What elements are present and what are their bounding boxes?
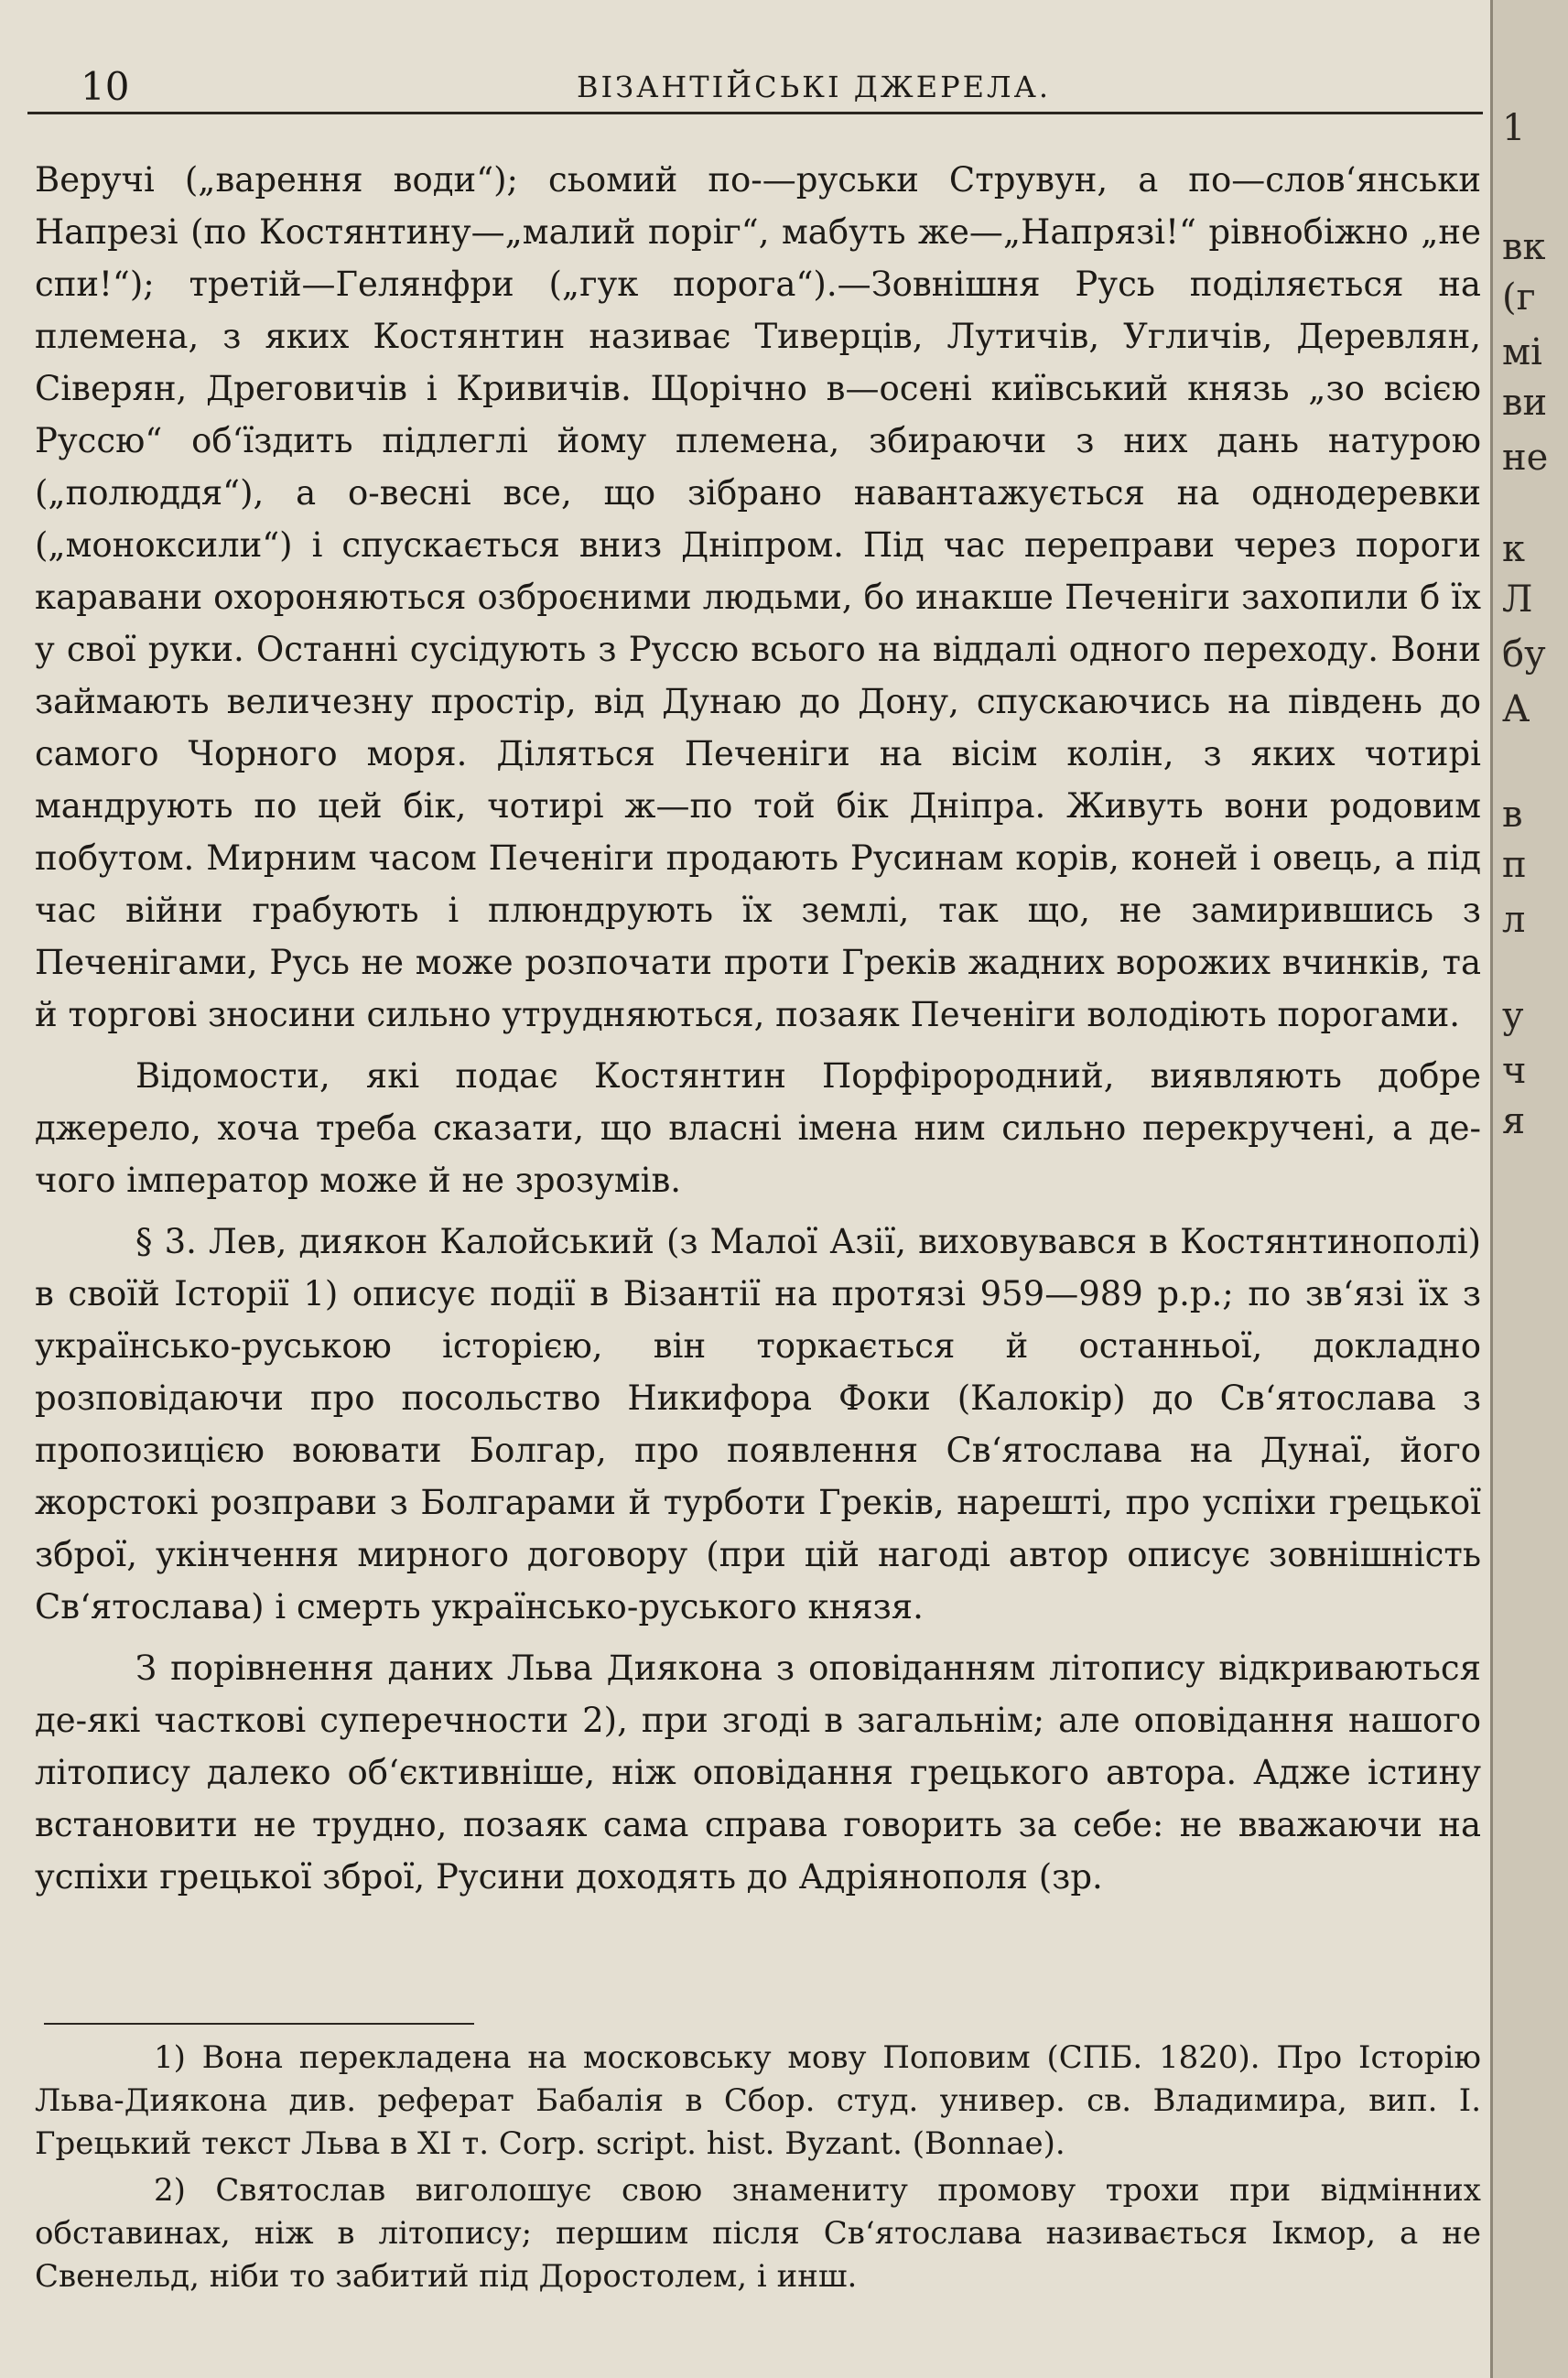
paragraph: З порівнення даних Льва Диякона з оповіданням літопису відкриваються де-які часткові суперечности 2), при згоді в загальнім; але оповідання нашого літопису далеко об‘єктивніше, ніж оповідання грецького автора. Адже істину встановити не трудно, позаяк сама справа говорить за себе: не вважаючи на успіхи грецької зброї, Русини доходять до Адріянополя (зр. xyxy=(35,1648,1481,1897)
edge-fragment: в xyxy=(1502,794,1523,836)
edge-fragment: мі xyxy=(1502,331,1542,373)
edge-fragment: ч xyxy=(1502,1050,1527,1092)
edge-fragment: (г xyxy=(1502,276,1536,319)
adjacent-page-edge xyxy=(1490,0,1568,2378)
footnote-rule xyxy=(44,2023,474,2025)
footnote: 1) Вона перекладена на московську мову Поповим (СПБ. 1820). Про Історію Льва-Диякона див. реферат Бабалія в Сбор. студ. универ. св. Владимира, вип. I. Грецький текст Льва в XI т. Corp. script. hist. Byzant. (Bonnae). xyxy=(35,2039,1481,2162)
running-title: ВІЗАНТІЙСЬКІ ДЖЕРЕЛА. xyxy=(577,70,1052,104)
page-number: 10 xyxy=(81,64,130,109)
footnote: 2) Святослав виголошує свою знамениту промову трохи при відмінних обставинах, ніж в літопису; першим після Св‘ятослава називається Ікмор, а не Свенельд, ніби то забитий під Доростолем, і инш. xyxy=(35,2172,1481,2295)
edge-fragment: А xyxy=(1502,688,1530,730)
edge-fragment: я xyxy=(1502,1100,1526,1142)
edge-fragment: не xyxy=(1502,437,1549,479)
edge-fragment: п xyxy=(1502,844,1527,886)
edge-fragment: бу xyxy=(1502,633,1546,676)
paragraph: § 3. Лев, диякон Калойський (з Малої Азії, виховувався в Костянтинополі) в своїй Історії 1) описує події в Візантії на протязі 959—989 р.р.; по зв‘язі їх з українсько-руською історією, він торкається й останньої, докладно розповідаючи про посольство Никифора Фоки (Калокір) до Св‘ятослава з пропозицією воювати Болгар, про появлення Св‘ятослава на Дунаї, його жорстокі розправи з Болгарами й турботи Греків, нарешті, про успіхи грецької зброї, укінчення мирного договору (при цій нагоді автор описує зовнішність Св‘ятослава) і смерть українсько-руського князя. xyxy=(35,1222,1481,1627)
footnotes xyxy=(35,2037,1481,2302)
edge-fragment: 1 xyxy=(1502,107,1526,149)
paragraph: Веручі („варення води“); сьомий по-—руськи Струвун, а по—слов‘янськи Напрезі (по Костянтину—„малий поріг“, мабуть же—„Напрязі!“ рівнобіжно „не спи!“); третій—Гелянфри („гук порога“).—Зовнішня Русь поділяється на племена, з яких Костянтин називає Тиверців, Лутичів, Угличів, Деревлян, Сіверян, Дреговичів і Кривичів. Щорічно в—осені київський князь „зо всією Руссю“ об‘їздить підлеглі йому племена, збираючи з них дань натурою („полюддя“), а о-весні все, що зібрано навантажується на однодеревки („моноксили“) і спускається вниз Дніпром. Під час переправи через пороги каравани охороняються озброєними людьми, бо инакше Печеніги захопили б їх у свої руки. Останні сусідують з Руссю всього на віддалі одного переходу. Вони займають величезну простір, від Дунаю до Дону, спускаючись на південь до самого Чорного моря. Діляться Печеніги на вісім колін, з яких чотирі мандрують по цей бік, чотирі ж—по той бік Дніпра. Живуть вони родовим побутом. Мирним часом Печеніги продають Русинам корів, коней і овець, а під час війни грабують і плюндрують їх землі, так що, не замирившись з Печенігами, Русь не може розпочати проти Греків жадних ворожих вчинків, та й торгові зносини сильно утрудняються, позаяк Печеніги володіють порогами. xyxy=(35,160,1481,1034)
edge-fragment: к xyxy=(1502,528,1525,570)
header-rule xyxy=(27,112,1483,114)
edge-fragment: у xyxy=(1502,995,1524,1037)
edge-fragment: ви xyxy=(1502,382,1548,424)
paragraph: Відомости, які подає Костянтин Порфірородний, виявляють добре джерело, хоча треба сказати, що власні імена ним сильно перекручені, а де-чого імператор може й не зрозумів. xyxy=(35,1056,1481,1200)
edge-fragment: вк xyxy=(1502,226,1546,268)
main-text xyxy=(35,154,1481,1912)
edge-fragment: Л xyxy=(1502,578,1533,621)
page-header xyxy=(27,57,1474,112)
edge-fragment: л xyxy=(1502,899,1526,941)
